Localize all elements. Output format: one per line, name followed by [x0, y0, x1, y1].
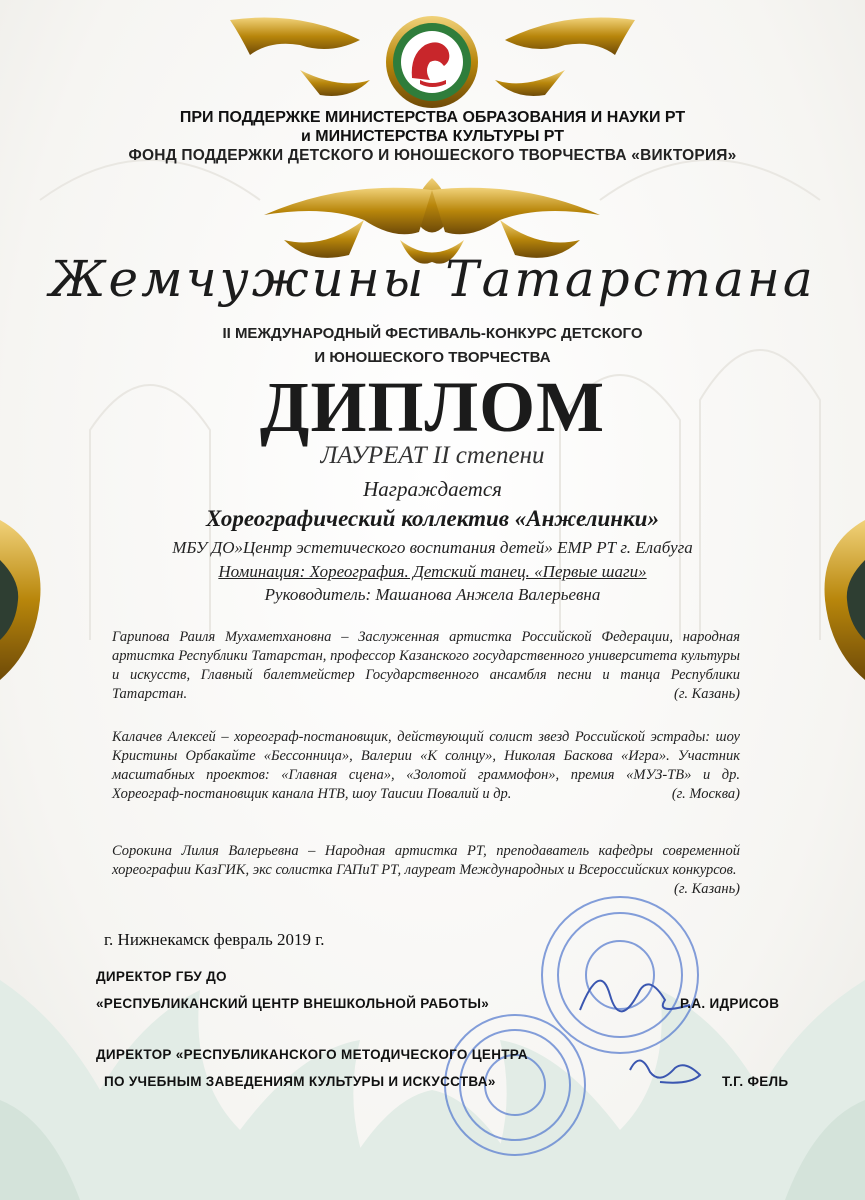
laureate-degree: ЛАУРЕАТ II степени [320, 442, 545, 469]
jury-text: Сорокина Лилия Валерьевна – Народная артистка РТ, преподаватель кафедры современной хореографии КазГИК, экс солистка ГАПиТ РТ, лауреат Международных и Всероссийских конкурсов. [112, 843, 740, 878]
nomination: Номинация: Хореография. Детский танец. «Первые шаги» [218, 562, 647, 581]
jury-member-2 [112, 728, 740, 804]
signatory-2-title-1: ДИРЕКТОР «РЕСПУБЛИКАНСКОГО МЕТОДИЧЕСКОГО ЦЕНТРА [96, 1047, 528, 1062]
festival-line-1: II МЕЖДУНАРОДНЫЙ ФЕСТИВАЛЬ-КОНКУРС ДЕТСКОГО [222, 325, 643, 342]
awarded-label: Награждается [363, 477, 502, 501]
festival-description [0, 322, 865, 370]
festival-line-2: И ЮНОШЕСКОГО ТВОРЧЕСТВА [314, 349, 551, 366]
signatory-1-title-1: ДИРЕКТОР ГБУ ДО [96, 969, 227, 984]
signatory-1-name: Р.А. ИДРИСОВ [680, 996, 780, 1011]
ministry-support [0, 108, 865, 146]
ministry-line-1: ПРИ ПОДДЕРЖКЕ МИНИСТЕРСТВА ОБРАЗОВАНИЯ И НАУКИ РТ [179, 109, 686, 126]
organization: МБУ ДО»Центр эстетического воспитания детей» ЕМР РТ г. Елабуга [172, 538, 693, 557]
foundation-name: ФОНД ПОДДЕРЖКИ ДЕТСКОГО И ЮНОШЕСКОГО ТВОРЧЕСТВА «ВИКТОРИЯ» [128, 147, 737, 164]
festival-name: Жемчужины Татарстана [49, 250, 816, 308]
place-date: г. Нижнекамск февраль 2019 г. [104, 930, 325, 949]
emblem-icon [386, 16, 478, 108]
jury-city: (г. Москва) [671, 786, 740, 802]
jury-text: Гарипова Раиля Мухаметхановна – Заслуженная артистка Российской Федерации, народная артистка Республики Татарстан, профессор Казанского государственного университета культуры и искусств, Главный балетмейстер Государственного ансамбля песни и танца Республики Татарстан. [112, 629, 740, 702]
leader: Руководитель: Машанова Анжела Валерьевна [264, 585, 601, 604]
jury-city: (г. Казань) [674, 881, 740, 897]
signatory-1-title-2: «РЕСПУБЛИКАНСКИЙ ЦЕНТР ВНЕШКОЛЬНОЙ РАБОТЫ» [96, 996, 490, 1011]
jury-text: Калачев Алексей – хореограф-постановщик, действующий солист звезд Российской эстрады: шоу Кристины Орбакайте «Бессонница», Валерии «К солнцу», Николая Баскова «Игра». Участник масштабных проектов: «Главная сцена», «Золотой граммофон», премия «МУЗ-ТВ» и др. Хореограф-постановщик канала НТВ, шоу Таисии Повалий и др. [112, 729, 740, 802]
signatory-2-title-2: ПО УЧЕБНЫМ ЗАВЕДЕНИЯМ КУЛЬТУРЫ И ИСКУССТВА» [104, 1074, 496, 1089]
diploma-title: ДИПЛОМ [259, 367, 606, 447]
ministry-line-2: и МИНИСТЕРСТВА КУЛЬТУРЫ РТ [300, 128, 565, 145]
collective-name: Хореографический коллектив «Анжелинки» [206, 506, 659, 531]
jury-member-1 [112, 628, 740, 704]
jury-city: (г. Казань) [674, 686, 740, 702]
jury-member-3 [112, 842, 740, 899]
signatory-2-name: Т.Г. ФЕЛЬ [722, 1074, 789, 1089]
